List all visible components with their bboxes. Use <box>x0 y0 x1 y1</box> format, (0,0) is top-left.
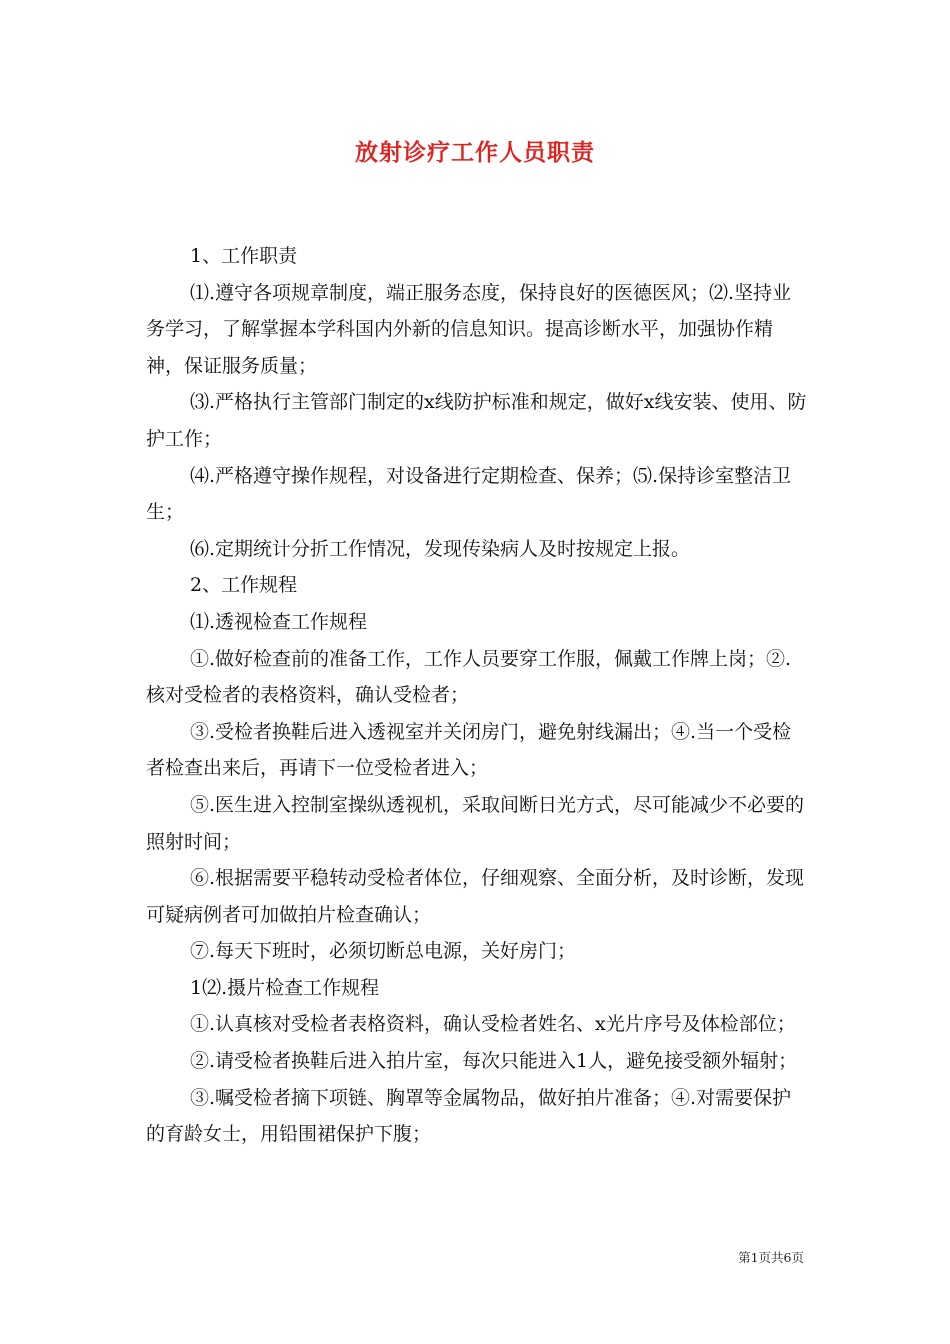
paragraph: ③.嘱受检者摘下项链、胸罩等金属物品，做好拍片准备；④.对需要保护的育龄女士，用铅围裙保护下腹； <box>146 1086 792 1146</box>
paragraph: ⑦.每天下班时，必须切断总电源，关好房门； <box>190 940 577 963</box>
section-heading: 2、工作规程 <box>190 574 298 597</box>
paragraph: ①.认真核对受检者表格资料，确认受检者姓名、x光片序号及体检部位； <box>190 1013 796 1036</box>
paragraph: ⑶.严格执行主管部门制定的x线防护标准和规定，做好x线安装、使用、防护工作； <box>146 391 807 450</box>
paragraph: ①.做好检查前的准备工作，工作人员要穿工作服，佩戴工作牌上岗；②.核对受检者的表格资料，确认受检者； <box>146 647 792 707</box>
document-title: 放射诊疗工作人员职责 <box>355 139 595 166</box>
paragraph: ⑤.医生进入控制室操纵透视机，采取间断日光方式，尽可能减少不必要的照射时间； <box>146 793 805 853</box>
document-body <box>146 238 810 1153</box>
section-heading: 1、工作职责 <box>190 245 298 267</box>
paragraph: ⑴.遵守各项规章制度，端正服务态度，保持良好的医德医风；⑵.坚持业务学习，了解掌握本学科国内外新的信息知识。提高诊断水平，加强协作精神，保证服务质量； <box>146 281 792 377</box>
paragraph: ⑷.严格遵守操作规程，对设备进行定期检查、保养；⑸.保持诊室整洁卫生； <box>146 464 792 524</box>
paragraph: ③.受检者换鞋后进入透视室并关闭房门，避免射线漏出；④.当一个受检者检查出来后，再请下一位受检者进入； <box>146 720 792 780</box>
paragraph: ⑥.根据需要平稳转动受检者体位，仔细观察、全面分析，及时诊断，发现可疑病例者可加做拍片检查确认； <box>146 867 805 926</box>
paragraph: ②.请受检者换鞋后进入拍片室，每次只能进入1人，避免接受额外辐射； <box>190 1050 798 1073</box>
page-number: 第1页共6页 <box>738 1250 804 1265</box>
subsection-heading: 1⑵.摄片检查工作规程 <box>190 976 380 999</box>
subsection-heading: ⑴.透视检查工作规程 <box>190 610 368 633</box>
paragraph: ⑹.定期统计分折工作情况，发现传染病人及时按规定上报。 <box>190 537 691 560</box>
